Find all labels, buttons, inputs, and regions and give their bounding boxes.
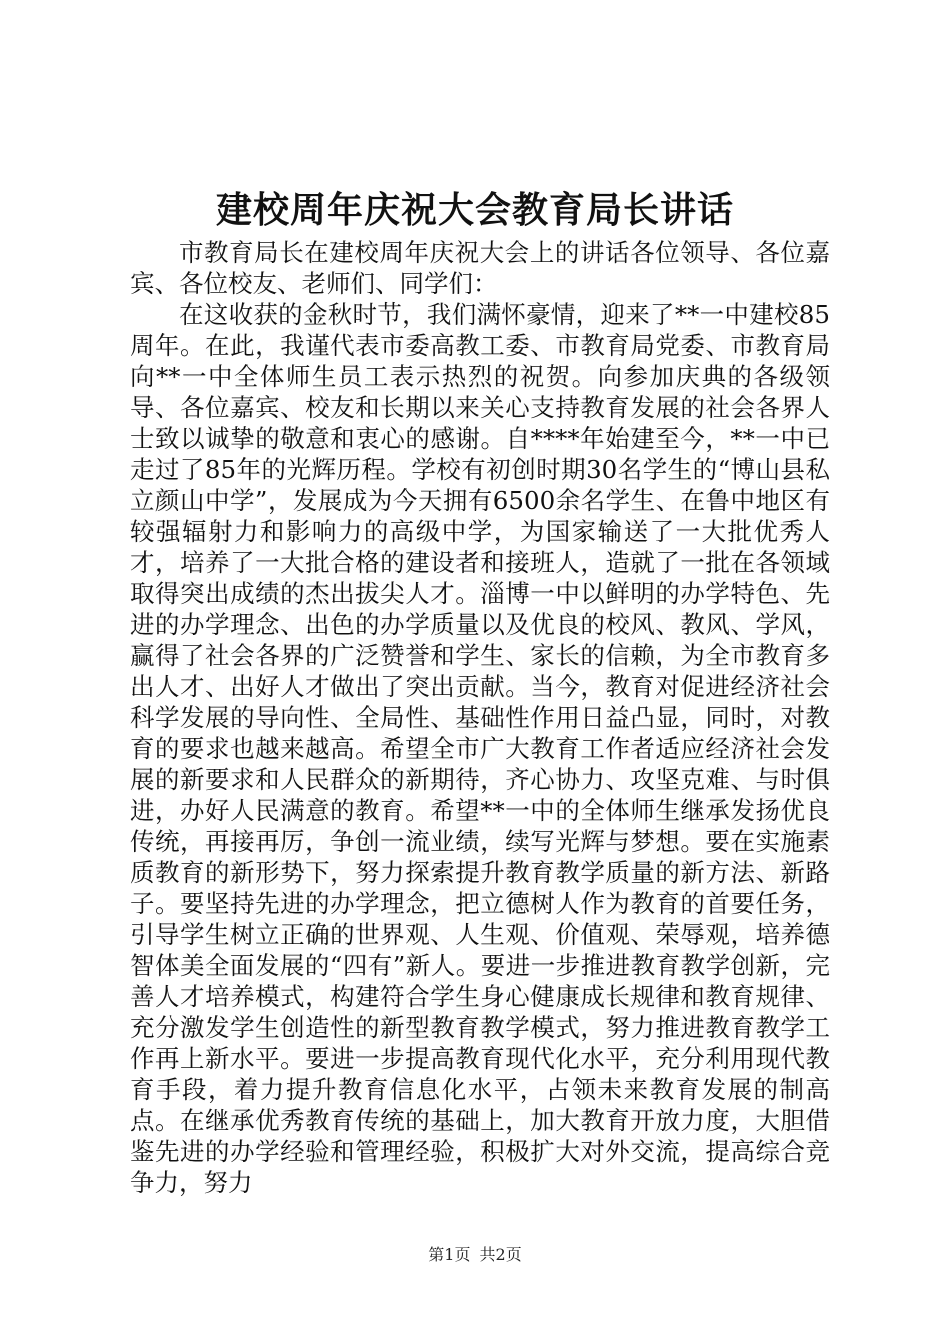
- page-number: 第1页: [428, 1245, 471, 1264]
- page-total: 共2页: [479, 1245, 522, 1264]
- document-title: 建校周年庆祝大会教育局长讲话: [215, 189, 734, 231]
- paragraph-main: 在这收获的金秋时节，我们满怀豪情，迎来了**一中建校85周年。在此，我谨代表市委高教工委、市教育局党委、市教育局向**一中全体师生员工表示热烈的祝贺。向参加庆典的各级领导、各位嘉宾、校友和长期以来关心支持教育发展的社会各界人士致以诚挚的敬意和衷心的感谢。自****年始建至今，**一中已走过了85年的光辉历程。学校有初创时期30名学生的“博山县私立颜山中学”，发展成为今天拥有6500余名学生、在鲁中地区有较强辐射力和影响力的高级中学，为国家输送了一大批优秀人才，培养了一大批合格的建设者和接班人，造就了一批在各领域取得突出成绩的杰出拔尖人才。淄博一中以鲜明的办学特色、先进的办学理念、出色的办学质量以及优良的校风、教风、学风，赢得了社会各界的广泛赞誉和学生、家长的信赖，为全市教育多出人才、出好人才做出了突出贡献。当今，教育对促进经济社会科学发展的导向性、全局性、基础性作用日益凸显，同时，对教育的要求也越来越高。希望全市广大教育工作者适应经济社会发展的新要求和人民群众的新期待，齐心协力、攻坚克难、与时俱进，办好人民满意的教育。希望**一中的全体师生继承发扬优良传统，再接再厉，争创一流业绩，续写光辉与梦想。要在实施素质教育的新形势下，努力探索提升教育教学质量的新方法、新路子。要坚持先进的办学理念，把立德树人作为教育的首要任务，引导学生树立正确的世界观、人生观、价值观、荣辱观，培养德智体美全面发展的“四有”新人。要进一步推进教育教学创新，完善人才培养模式，构建符合学生身心健康成长规律和教育规律、充分激发学生创造性的新型教育教学模式，努力推进教育教学工作再上新水平。要进一步提高教育现代化水平，充分利用现代教育手段，着力提升教育信息化水平，占领未来教育发展的制高点。在继承优秀教育传统的基础上，加大教育开放力度，大胆借鉴先进的办学经验和管理经验，积极扩大对外交流，提高综合竞争力，努力: [130, 300, 830, 1197]
- paragraph-greeting: 市教育局长在建校周年庆祝大会上的讲话各位领导、各位嘉宾、各位校友、老师们、同学们：: [130, 238, 830, 298]
- page-footer: [0, 1244, 950, 1266]
- document-body: [130, 237, 830, 1198]
